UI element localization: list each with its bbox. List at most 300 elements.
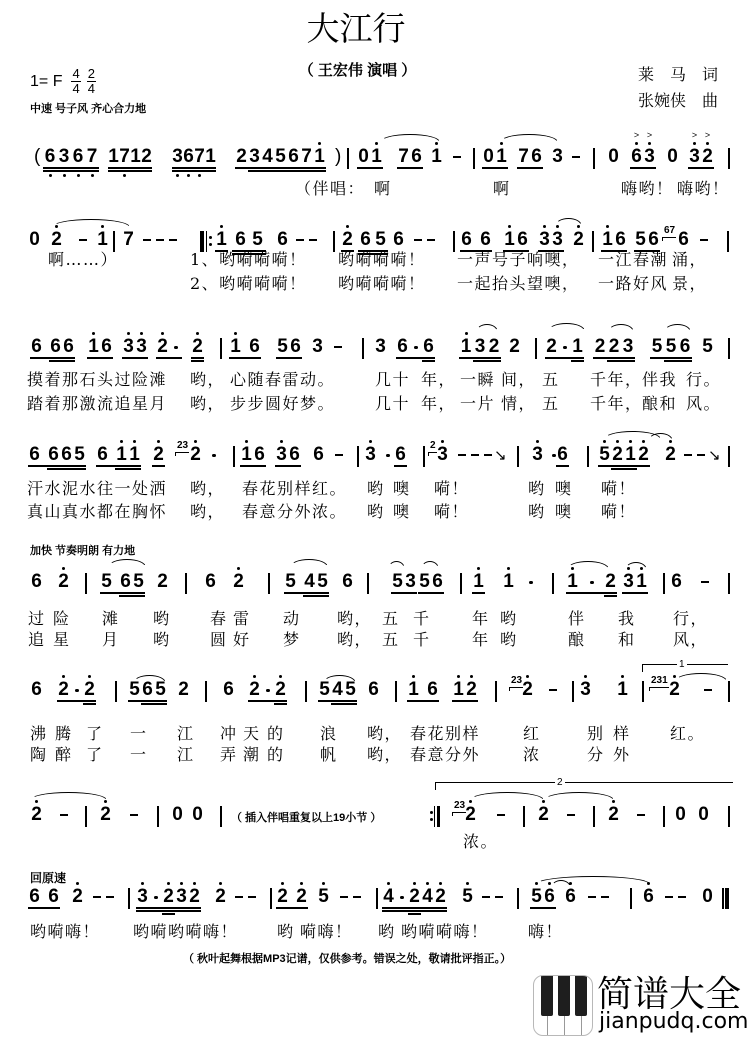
note-group [337,887,363,907]
lyric-verse-2: 哟 [528,502,546,521]
beam-line [235,167,248,169]
note-group [538,230,564,250]
note-5 [373,230,388,250]
grace-hook [649,687,653,691]
note-group [396,337,435,357]
note-2 [235,147,248,167]
lyric-verse-2: 哟， [337,630,373,649]
note-group [341,230,354,250]
note-digit: 6 [142,679,153,700]
lyric-verse-1: 一 [130,724,148,743]
note-digit: 6 [183,146,194,167]
note-group [472,572,485,592]
note-5 [249,230,266,250]
note-digit: 2 [612,444,623,465]
beam-line [585,592,598,594]
note-group [99,805,112,825]
note-digit: 6 [531,146,542,167]
beam-line [621,357,635,359]
note-group [545,337,584,357]
note-6 [232,230,249,250]
note-3 [136,887,149,907]
note-3 [531,445,544,465]
beam-line [162,913,175,915]
note-1 [571,337,584,357]
beam-line [130,167,141,169]
note-digit: 2 [58,571,69,592]
note-0 [191,805,204,825]
octave-up-dot [584,675,587,678]
bar-stroke [268,573,270,594]
beam-line [604,595,617,597]
duration-dash [350,887,363,907]
beam-line [57,700,70,702]
grace-hook [662,237,666,241]
note-5 [664,337,678,357]
note-digit: 7 [301,146,312,167]
lyric-verse-2: 和 [618,630,636,649]
octave-down-dot [123,174,126,177]
lyric-verse-1: 春 [210,609,228,628]
note-group [698,572,711,592]
beam-line [421,907,434,909]
dot-mark [563,346,567,350]
note-digit: 6 [120,571,131,592]
beam-line [119,595,132,597]
note-digit: 5 [317,571,328,592]
beam-line [593,357,607,359]
slur-mark [323,675,356,683]
note-group [688,130,714,167]
beam-line [149,907,162,909]
note-group [43,147,99,167]
note-digit: 3 [552,146,563,167]
lyric-verse-2: 江 [177,745,195,764]
lyric-verse-2: 踏着那激流追星月 [27,394,168,413]
dash-line [572,156,580,158]
beam-line [571,360,584,362]
note-digit: 5 [462,886,473,907]
note-digit: 1 [636,571,647,592]
note-group [96,230,109,250]
bar-stroke [423,446,425,467]
note-digit: 5 [252,229,263,250]
beam-line [643,167,656,169]
beam-line [188,910,201,912]
note-7 [119,147,130,167]
lyric-verse-1: 哟 [277,922,295,941]
beam-line [57,167,71,169]
beam-line [119,592,132,594]
note-digit: 3 [172,146,183,167]
note-group [189,445,202,465]
duration-dash [127,805,140,825]
beam-line [60,465,73,467]
note-digit: 1 [504,229,515,250]
note-digit: 6 [313,444,324,465]
beam-line [175,907,188,909]
note-6 [183,147,194,167]
lyric-verse-2: 情， [501,394,537,413]
key-signature: 1= F [30,72,63,90]
note-6 [431,572,444,592]
duration-dash [245,887,258,907]
octave-up-dot [606,225,609,228]
note-digit: 3 [249,146,260,167]
note-2 [189,445,202,465]
note-digit: 2 [31,804,42,825]
duration-dash [564,805,577,825]
note-group [464,805,477,825]
note-6 [530,147,543,167]
note-group [76,230,89,250]
note-digit: 2 [157,571,168,592]
lyric-verse-2: 五 [542,394,560,413]
note-group [394,445,407,465]
duration-dash [694,445,707,465]
note-1 [108,147,119,167]
note-digit: 3 [580,679,591,700]
octave-up-dot [161,332,164,335]
beam-line [295,907,308,909]
note-digit: 0 [358,146,369,167]
lyric-verse-2: 噢 [555,502,573,521]
note-digit: 4 [422,886,433,907]
lyric-verse-1: 红。 [670,724,706,743]
duration-dash [662,887,675,907]
bar-stroke [434,806,435,827]
note-digit: 1 [572,336,583,357]
beam-line [274,170,287,172]
note-digit: 0 [667,146,678,167]
beam-line [149,910,162,912]
lyric-verse-2: 酿和 [642,394,678,413]
beam-line [556,465,569,467]
bar-stroke [728,446,730,467]
octave-up-dot [133,440,136,443]
beam-line [205,167,216,169]
lyric-verse-1: 我 [618,609,636,628]
note-group [479,887,505,907]
note-2 [276,887,289,907]
note-1 [616,680,629,700]
note-7 [122,230,135,250]
note-digit: 2 [465,804,476,825]
beam-line [128,465,141,467]
beam-line [395,907,408,909]
dash-line [637,814,645,816]
dot-mark [212,454,216,458]
note-digit: 6 [44,146,56,167]
note-2 [604,572,617,592]
dash-line [665,896,673,898]
note-digit: 2 [605,571,616,592]
note-1 [472,572,485,592]
lyric-verse-1: 一江春潮 [598,250,669,269]
duration-dash [481,445,494,465]
lyric-verse-2: 哟 [367,502,385,521]
dot-mark [266,689,270,693]
note-digit: 5 [277,336,288,357]
beam-line [132,592,145,594]
slur-mark [421,561,439,569]
note-digit: 0 [675,804,686,825]
note-digit: 5 [651,336,663,357]
beam-line [624,465,637,467]
note-digit: 6 [393,229,404,250]
note-digit: 5 [155,679,166,700]
dash-line [335,454,343,456]
lyric-verse-2: 哟嗬嗬嗬！ [338,274,426,293]
lyric-verse-1: 嗨哟！ [621,179,674,198]
note-digit: 6 [565,886,576,907]
dash-line [93,896,101,898]
dash-line [471,454,479,456]
note-digit: 2 [233,571,244,592]
note-digit: 3 [405,571,416,592]
lyric-verse-1: 啊……） [48,250,119,269]
beam-line [300,170,313,172]
note-group [531,445,544,465]
note-digit: 5 [318,886,329,907]
note-2 [295,887,308,907]
note-4 [331,680,344,700]
note-2 [156,572,169,592]
bar-stroke [728,573,730,594]
grace-note [175,441,189,453]
octave-up-dot [62,675,65,678]
beam-line [253,465,266,467]
note-digit: 6 [517,229,528,250]
note-digit: 3 [539,229,550,250]
beam-line [637,465,650,467]
note-5 [316,572,329,592]
dash-line [340,896,348,898]
note-digit: 2 [509,336,520,357]
lyric-verse-2: 追 [28,630,46,649]
note-6 [396,337,409,357]
note-digit: 1 [496,146,507,167]
note-digit: 6 [368,679,379,700]
volta-bracket [435,777,733,790]
note-digit: 6 [97,444,108,465]
note-digit: 2 [522,679,533,700]
beam-line [558,357,571,359]
note-group [357,147,383,167]
tempo-change-marking: 加快 节奏明朗 有力地 [30,545,136,557]
beam-line [418,592,431,594]
note-group [30,572,43,592]
lyric-verse-1: 雷 [233,609,251,628]
beam-line [28,465,41,467]
beam-line [172,167,183,169]
augmentation-dot [70,680,83,700]
note-5 [598,445,611,465]
glide-arrow-icon: ↘ [708,446,721,464]
note-6 [287,147,300,167]
note-5 [634,230,647,250]
note-digit: 6 [360,229,371,250]
note-digit: 5 [319,679,330,700]
octave-up-dot [375,142,378,145]
note-digit: 5 [275,146,286,167]
beam-line [530,907,543,909]
note-3 [551,230,564,250]
bar-stroke [587,446,589,467]
beam-line [261,167,274,169]
note-2 [188,887,201,907]
dash-line [678,896,686,898]
beam-line [172,170,183,172]
octave-up-dot [140,332,143,335]
duration-dash [103,887,116,907]
note-group [650,337,692,357]
duration-dash [455,445,468,465]
note-2 [83,680,96,700]
note-1 [407,680,420,700]
note-2 [274,680,287,700]
lyric-verse-1: 噢 [393,479,411,498]
beam-line [276,907,289,909]
note-group [30,680,43,700]
note-digit: 6 [289,444,300,465]
lyric-verse-1: 间， [501,370,537,389]
note-group [311,337,324,357]
beam-line [83,703,96,705]
note-group [100,572,145,592]
beam-line [287,170,300,172]
note-group [579,680,592,700]
beam-line [316,592,329,594]
octave-up-dot [318,142,321,145]
note-1 [459,337,473,357]
note-digit: 2 [466,679,477,700]
note-2 [141,147,152,167]
lyric-verse-2: 春意分外浓。 [242,502,348,521]
note-digit: 5 [419,571,430,592]
beam-line [28,907,41,909]
note-digit: 6 [29,444,40,465]
octave-up-dot [245,440,248,443]
note-2 [214,887,227,907]
note-6 [47,445,60,465]
note-6 [119,572,132,592]
note-digit: 2 [409,886,420,907]
octave-up-dot [536,440,539,443]
note-group [418,572,444,592]
beam-line [382,910,395,912]
note-group [397,147,423,167]
beam-line [115,465,128,467]
notation-line-6 [0,675,755,710]
note-digit: 3 [136,336,147,357]
lyric-verse-2: 星 [53,630,71,649]
octave-up-dot [220,225,223,228]
beam-line [472,592,485,594]
note-3 [643,130,656,167]
note-3 [364,445,377,465]
bar-stroke [395,681,397,702]
note-group [392,230,405,250]
note-group [494,805,507,825]
note-group [276,887,308,907]
bar-stroke [725,888,729,909]
beam-line [47,468,60,470]
note-group [276,230,289,250]
note-0 [607,147,620,167]
dash-line [458,454,466,456]
note-digit: 3 [276,444,287,465]
note-digit: 2 [488,336,500,357]
note-group [634,230,660,250]
beam-line [96,465,109,467]
beam-line [434,907,447,909]
dash-line [309,239,317,241]
note-2 [607,805,620,825]
note-digit: 7 [518,146,529,167]
note-group [28,887,60,907]
dash-line [704,689,712,691]
octave-up-dot [648,142,651,145]
note-0 [482,147,495,167]
bar-stroke [728,806,730,827]
note-digit: 2 [342,229,353,250]
lyric-verse-1: 别 [587,724,605,743]
lyric-verse-1: 哟嗬哟嗬嗨！ [133,922,239,941]
beam-line [545,357,558,359]
bar-stroke [85,573,87,594]
note-digit: 4 [262,146,273,167]
beam-line [191,360,204,362]
note-6 [100,337,113,357]
duration-dash [153,230,166,250]
beam-line [136,910,149,912]
beam-line [482,167,495,169]
duration-dash [332,445,345,465]
note-group [331,337,344,357]
note-group [556,445,569,465]
beam-line [188,907,201,909]
beam-line [331,703,344,705]
lyric-verse-2: 步步圆好梦。 [230,394,336,413]
beam-line [71,170,85,172]
note-group [284,572,329,592]
beam-line [73,465,86,467]
note-6 [289,337,302,357]
lyric-verse-1: 动 [283,609,301,628]
note-digit: 1 [473,571,484,592]
lyric-verse-1: 嗬嗨！ [300,922,353,941]
note-3 [551,147,564,167]
octave-up-dot [234,332,237,335]
octave-up-dot [642,440,645,443]
note-digit: 3 [375,336,386,357]
octave-up-dot [635,142,638,145]
note-2 [408,887,421,907]
note-6 [630,130,643,167]
note-2 [99,805,112,825]
lyric-verse-2: 几十 [375,394,411,413]
octave-up-dot [457,675,460,678]
time-numerator: 2 [87,66,95,81]
note-2 [152,445,165,465]
note-6 [30,680,43,700]
lyric-verse-1: 嗬！ [434,479,470,498]
time-numerator: 4 [72,66,80,81]
note-1 [430,147,443,167]
note-digit: 2 [72,886,83,907]
lyric-verse-1: 哟， [337,609,373,628]
